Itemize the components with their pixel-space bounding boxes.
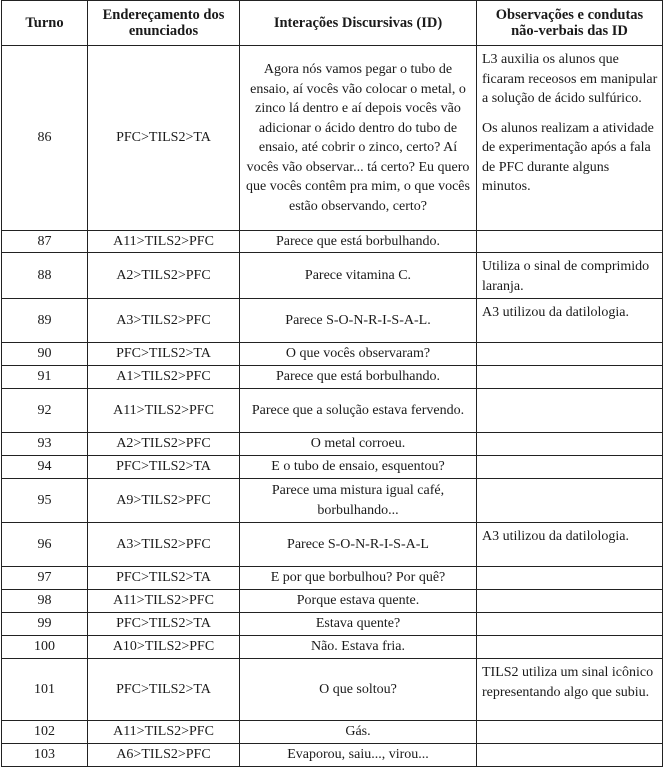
interacao-cell: Parece S-O-N-R-I-S-A-L: [240, 523, 477, 567]
table-row: [2, 433, 663, 456]
header-interacoes: Interações Discursivas (ID): [240, 1, 477, 46]
header-row: [2, 1, 663, 46]
enderecamento-cell: PFC>TILS2>TA: [88, 456, 240, 479]
turno-cell: 91: [2, 366, 88, 389]
table-row: [2, 721, 663, 744]
interacao-cell: Parece vitamina C.: [240, 253, 477, 299]
observacao-cell: [477, 479, 663, 523]
turno-cell: 87: [2, 231, 88, 253]
turno-cell: 101: [2, 659, 88, 721]
observacao-paragraph: Os alunos realizam a atividade de experimentação após a fala de PFC durante alguns minutos.: [482, 120, 654, 194]
turno-cell: 92: [2, 389, 88, 433]
observacao-cell: [477, 433, 663, 456]
turno-cell: 97: [2, 567, 88, 590]
enderecamento-cell: A11>TILS2>PFC: [88, 389, 240, 433]
enderecamento-cell: PFC>TILS2>TA: [88, 567, 240, 590]
turno-cell: 93: [2, 433, 88, 456]
turno-cell: 96: [2, 523, 88, 567]
table-row: [2, 299, 663, 343]
interacao-cell: O que soltou?: [240, 659, 477, 721]
enderecamento-cell: A11>TILS2>PFC: [88, 231, 240, 253]
enderecamento-cell: PFC>TILS2>TA: [88, 613, 240, 636]
table-row: [2, 659, 663, 721]
observacao-cell: [477, 343, 663, 366]
table-row: [2, 231, 663, 253]
enderecamento-cell: PFC>TILS2>TA: [88, 343, 240, 366]
interacao-cell: Gás.: [240, 721, 477, 744]
turno-cell: 102: [2, 721, 88, 744]
turno-cell: 89: [2, 299, 88, 343]
enderecamento-cell: A1>TILS2>PFC: [88, 366, 240, 389]
interacao-cell: Estava quente?: [240, 613, 477, 636]
enderecamento-cell: A9>TILS2>PFC: [88, 479, 240, 523]
observacao-cell: A3 utilizou da datilologia.: [477, 299, 663, 343]
table-row: [2, 366, 663, 389]
table-row: [2, 456, 663, 479]
transcript-table: [1, 0, 663, 767]
interacao-cell: Parece que está borbulhando.: [240, 366, 477, 389]
interacao-cell: Parece S-O-N-R-I-S-A-L.: [240, 299, 477, 343]
observacao-cell: [477, 721, 663, 744]
interacao-cell: Parece uma mistura igual café, borbulhando...: [240, 479, 477, 523]
enderecamento-cell: PFC>TILS2>TA: [88, 659, 240, 721]
interacao-cell: Evaporou, saiu..., virou...: [240, 744, 477, 767]
enderecamento-cell: A11>TILS2>PFC: [88, 590, 240, 613]
enderecamento-cell: A3>TILS2>PFC: [88, 299, 240, 343]
turno-cell: 88: [2, 253, 88, 299]
table-row: [2, 253, 663, 299]
interacao-cell: E o tubo de ensaio, esquentou?: [240, 456, 477, 479]
interacao-cell: Porque estava quente.: [240, 590, 477, 613]
observacao-cell: [477, 613, 663, 636]
turno-cell: 90: [2, 343, 88, 366]
table-row: [2, 590, 663, 613]
enderecamento-cell: PFC>TILS2>TA: [88, 46, 240, 231]
header-turno: Turno: [2, 1, 88, 46]
interacao-cell: Parece que a solução estava fervendo.: [240, 389, 477, 433]
turno-cell: 100: [2, 636, 88, 659]
header-enderecamento: Endereçamento dos enunciados: [88, 1, 240, 46]
table-row: [2, 46, 663, 231]
observacao-cell: TILS2 utiliza um sinal icônico representando algo que subiu.: [477, 659, 663, 721]
table-row: [2, 523, 663, 567]
observacao-cell: [477, 231, 663, 253]
turno-cell: 99: [2, 613, 88, 636]
table-row: [2, 744, 663, 767]
observacao-cell: [477, 456, 663, 479]
transcript-table-container: [1, 0, 663, 767]
table-row: [2, 636, 663, 659]
turno-cell: 103: [2, 744, 88, 767]
table-row: [2, 567, 663, 590]
observacao-cell: Utiliza o sinal de comprimido laranja.: [477, 253, 663, 299]
observacao-paragraph: L3 auxilia os alunos que ficaram receosos em manipular a solução de ácido sulfúrico.: [482, 52, 658, 106]
table-row: [2, 613, 663, 636]
interacao-cell: O que vocês observaram?: [240, 343, 477, 366]
interacao-cell: Agora nós vamos pegar o tubo de ensaio, aí vocês vão colocar o metal, o zinco lá dentro e aí depois vocês vão adicionar o ácido dentro do tubo de ensaio, até cobrir o zinco, certo? Aí vocês vão observar... tá certo? Eu quero que vocês contêm pra mim, o que vocês estão observando, certo?: [240, 46, 477, 231]
table-row: [2, 343, 663, 366]
enderecamento-cell: A6>TILS2>PFC: [88, 744, 240, 767]
observacao-cell: [477, 46, 663, 231]
observacao-cell: A3 utilizou da datilologia.: [477, 523, 663, 567]
interacao-cell: Parece que está borbulhando.: [240, 231, 477, 253]
enderecamento-cell: A2>TILS2>PFC: [88, 253, 240, 299]
observacao-cell: [477, 389, 663, 433]
enderecamento-cell: A3>TILS2>PFC: [88, 523, 240, 567]
observacao-cell: [477, 366, 663, 389]
observacao-cell: [477, 744, 663, 767]
table-row: [2, 479, 663, 523]
turno-cell: 95: [2, 479, 88, 523]
interacao-cell: E por que borbulhou? Por quê?: [240, 567, 477, 590]
turno-cell: 94: [2, 456, 88, 479]
enderecamento-cell: A11>TILS2>PFC: [88, 721, 240, 744]
observacao-cell: [477, 567, 663, 590]
enderecamento-cell: A10>TILS2>PFC: [88, 636, 240, 659]
interacao-cell: O metal corroeu.: [240, 433, 477, 456]
observacao-cell: [477, 590, 663, 613]
turno-cell: 86: [2, 46, 88, 231]
interacao-cell: Não. Estava fria.: [240, 636, 477, 659]
enderecamento-cell: A2>TILS2>PFC: [88, 433, 240, 456]
observacao-cell: [477, 636, 663, 659]
table-row: [2, 389, 663, 433]
header-observacoes: Observações e condutas não-verbais das ID: [477, 1, 663, 46]
turno-cell: 98: [2, 590, 88, 613]
